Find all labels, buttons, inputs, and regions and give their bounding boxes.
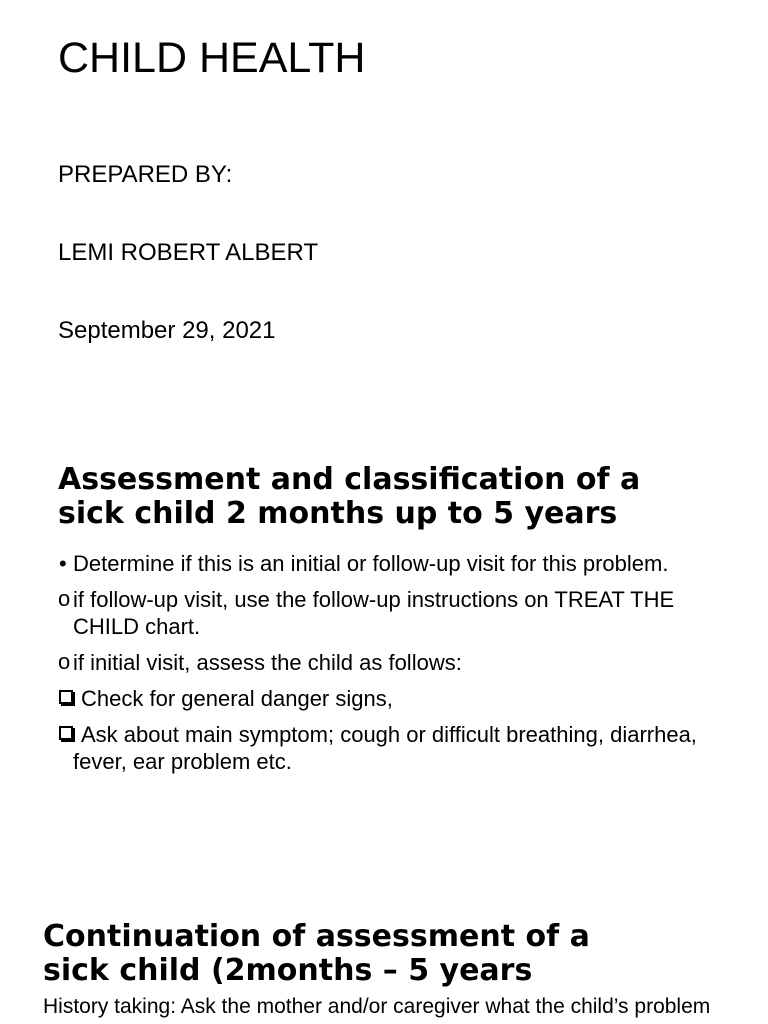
list-item	[58, 586, 698, 640]
continuation-heading-line-2: sick child (2months – 5 years	[43, 953, 533, 988]
list-item-text: if initial visit, assess the child as follows:	[73, 650, 462, 675]
list-item-text: Determine if this is an initial or follow-up visit for this problem.	[73, 551, 669, 576]
hollow-circle-bullet-icon: o	[58, 586, 71, 611]
document-date: September 29, 2021	[58, 317, 276, 344]
list-item	[58, 649, 698, 676]
list-item-text: Ask about main symptom; cough or difficult breathing, diarrhea, fever, ear problem etc.	[73, 722, 697, 774]
assessment-heading	[58, 463, 640, 531]
list-item-text: Check for general danger signs,	[81, 686, 393, 711]
list-item	[58, 685, 698, 712]
history-taking-text: History taking: Ask the mother and/or caregiver what the child’s problem	[43, 995, 711, 1018]
hollow-circle-bullet-icon: o	[58, 649, 71, 674]
assessment-heading-line-2: sick child 2 months up to 5 years	[58, 496, 618, 531]
page-title: CHILD HEALTH	[58, 34, 366, 82]
checkbox-bullet-icon	[59, 726, 73, 740]
prepared-by-label: PREPARED BY:	[58, 161, 233, 188]
list-item-text: if follow-up visit, use the follow-up instructions on TREAT THE CHILD chart.	[73, 587, 675, 639]
checkbox-bullet-icon	[59, 690, 73, 704]
continuation-heading	[43, 920, 590, 988]
assessment-bullet-list	[58, 550, 698, 784]
list-item	[58, 550, 698, 577]
list-item	[58, 721, 698, 775]
continuation-heading-line-1: Continuation of assessment of a	[43, 919, 590, 954]
assessment-heading-line-1: Assessment and classification of a	[58, 462, 641, 497]
author-name: LEMI ROBERT ALBERT	[58, 239, 319, 266]
bullet-dot-icon: •	[59, 551, 67, 576]
